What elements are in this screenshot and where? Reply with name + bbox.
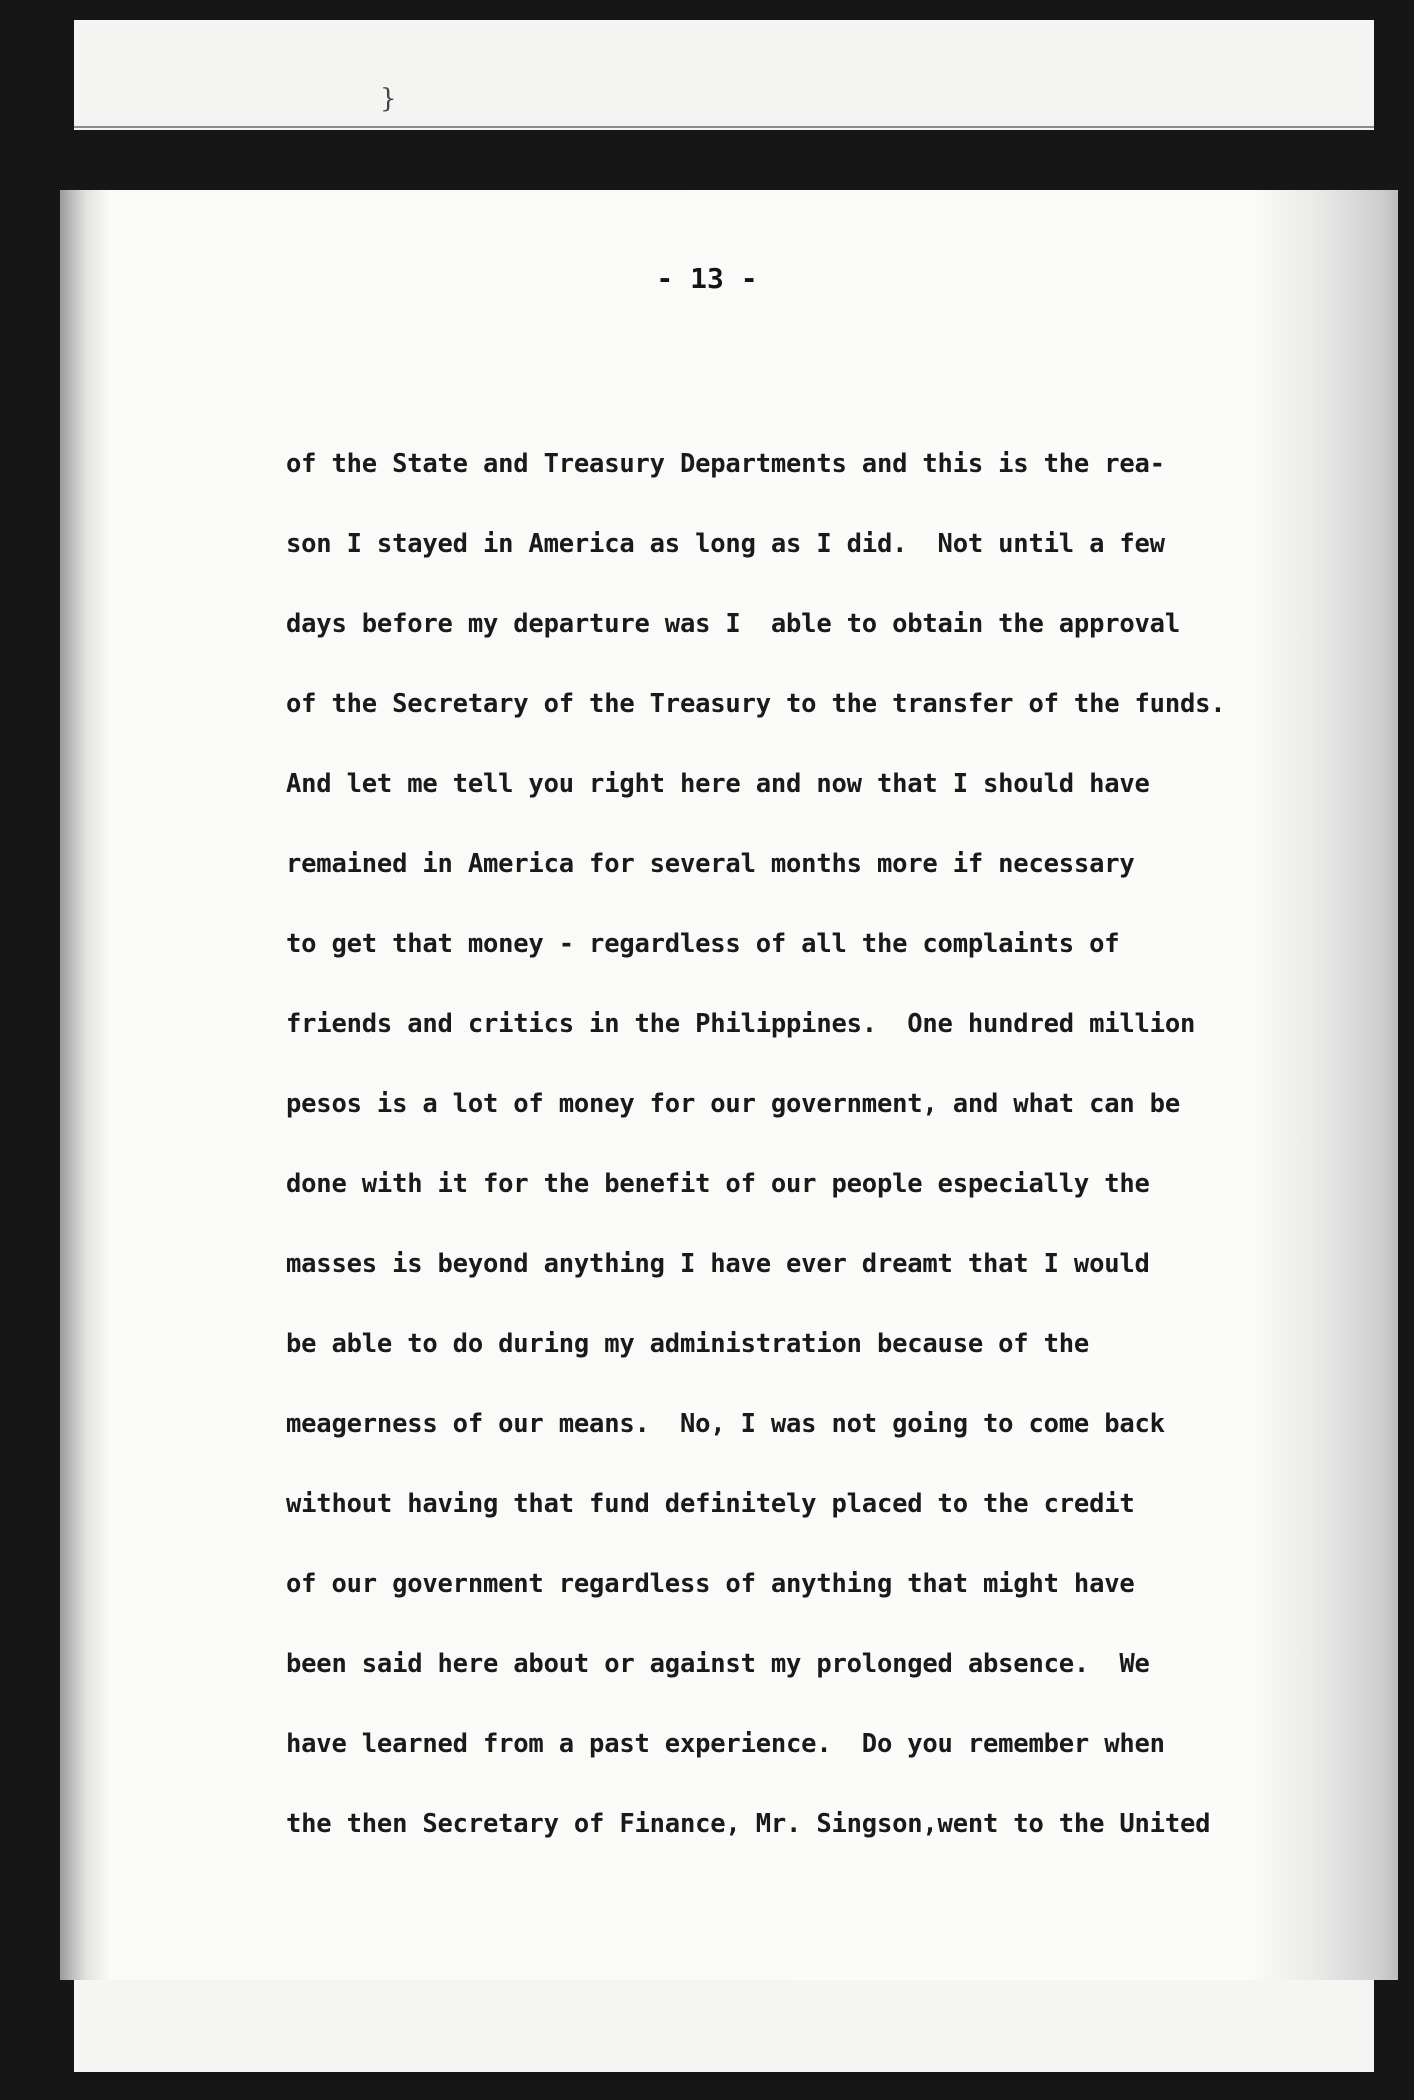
margin-mark: } — [380, 84, 397, 114]
text-line: friends and critics in the Philippines. One hundred million — [286, 1009, 1196, 1039]
text-line: without having that fund definitely placed to the credit — [286, 1489, 1135, 1519]
text-line: days before my departure was I able to obtain the approval — [286, 609, 1180, 639]
text-line: son I stayed in America as long as I did. Not until a few — [286, 529, 1165, 559]
text-line: the then Secretary of Finance, Mr. Singson,went to the United — [286, 1809, 1211, 1839]
text-line: pesos is a lot of money for our government, and what can be — [286, 1089, 1180, 1119]
text-line: of the Secretary of the Treasury to the transfer of the funds. — [286, 689, 1226, 719]
text-line: And let me tell you right here and now that I should have — [286, 769, 1150, 799]
text-line: remained in America for several months more if necessary — [286, 849, 1135, 879]
body-text — [286, 442, 1346, 1882]
previous-page-strip — [74, 20, 1374, 130]
text-line: of our government regardless of anything that might have — [286, 1569, 1135, 1599]
text-line: meagerness of our means. No, I was not going to come back — [286, 1409, 1165, 1439]
text-line: of the State and Treasury Departments and this is the rea- — [286, 449, 1165, 479]
text-line: have learned from a past experience. Do you remember when — [286, 1729, 1165, 1759]
text-line: to get that money - regardless of all the complaints of — [286, 929, 1120, 959]
page-number: - 13 - — [656, 262, 758, 295]
page-bottom-edge — [74, 1980, 1374, 2072]
text-line: be able to do during my administration because of the — [286, 1329, 1090, 1359]
page-divider — [74, 126, 1374, 128]
text-line: done with it for the benefit of our people especially the — [286, 1169, 1150, 1199]
text-line: been said here about or against my prolonged absence. We — [286, 1649, 1150, 1679]
text-line: masses is beyond anything I have ever dreamt that I would — [286, 1249, 1150, 1279]
